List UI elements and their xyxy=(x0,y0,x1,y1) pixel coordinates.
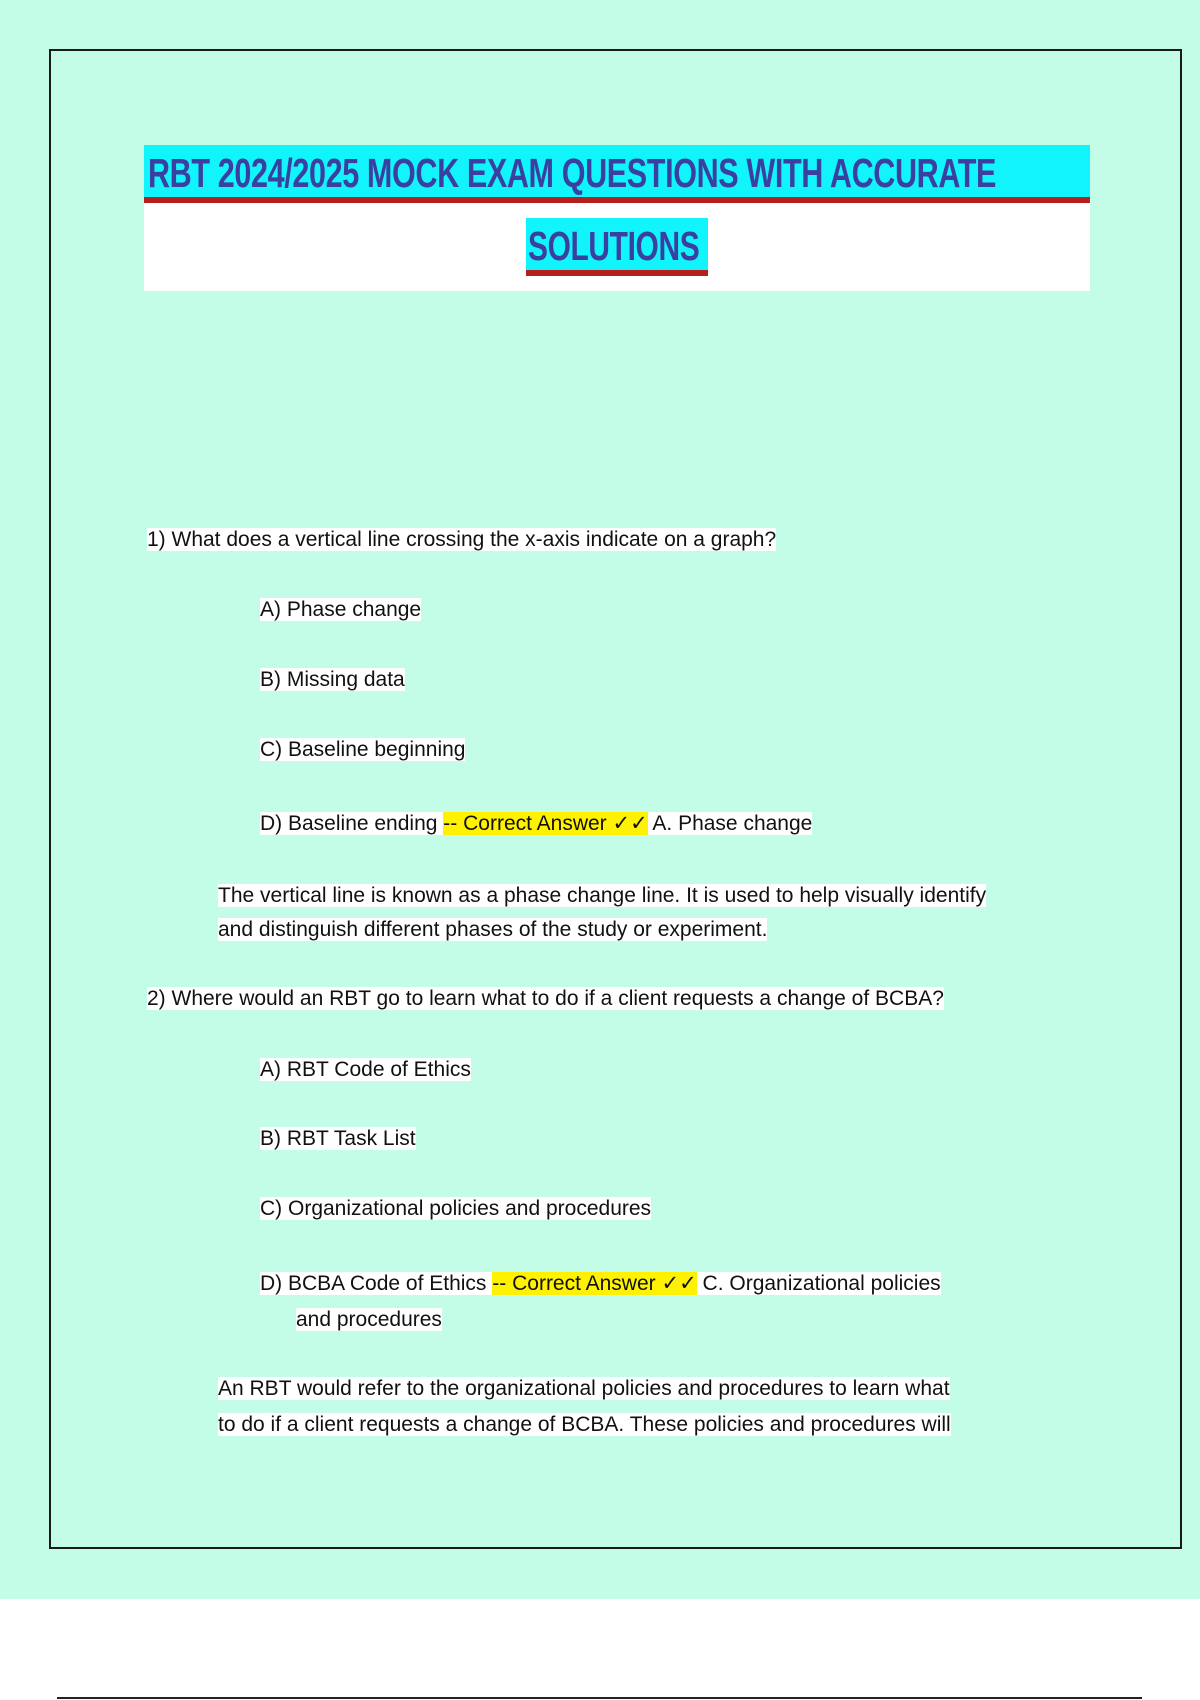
q1-option-c xyxy=(260,736,465,763)
q2-option-c xyxy=(260,1195,651,1222)
q2-explanation-line-2 xyxy=(218,1411,951,1438)
correct-answer-marker: -- Correct Answer ✓✓ xyxy=(443,812,648,835)
option-text: D) Baseline ending xyxy=(260,812,438,835)
q2-option-b xyxy=(260,1125,416,1152)
option-text: B) Missing data xyxy=(260,668,405,691)
question-2 xyxy=(147,985,944,1012)
explanation-text: The vertical line is known as a phase change line. It is used to help visually identify xyxy=(218,884,987,907)
correct-answer-cont: and procedures xyxy=(296,1308,442,1331)
option-text: C) Organizational policies and procedures xyxy=(260,1197,652,1220)
q1-option-d xyxy=(260,810,812,837)
correct-answer: C. Organizational policies xyxy=(702,1272,941,1295)
question-text: 1) What does a vertical line crossing the x-axis indicate on a graph? xyxy=(147,528,777,551)
explanation-text: An RBT would refer to the organizational policies and procedures to learn what xyxy=(218,1377,950,1400)
q1-option-a xyxy=(260,596,421,623)
title-line-1: RBT 2024/2025 MOCK EXAM QUESTIONS WITH ACCURATE xyxy=(148,150,997,196)
option-text: B) RBT Task List xyxy=(260,1127,416,1150)
correct-answer: A. Phase change xyxy=(652,812,813,835)
option-text: A) Phase change xyxy=(260,598,422,621)
title-row-2 xyxy=(526,218,708,276)
q2-option-a xyxy=(260,1056,471,1083)
question-1 xyxy=(147,526,776,553)
q2-option-d xyxy=(260,1270,941,1297)
q1-option-b xyxy=(260,666,405,693)
option-text: C) Baseline beginning xyxy=(260,738,466,761)
title-block xyxy=(144,145,1090,291)
explanation-text: to do if a client requests a change of BCBA. These policies and procedures will xyxy=(218,1413,951,1436)
q2-explanation-line-1 xyxy=(218,1375,950,1402)
page-bottom-rule xyxy=(57,1697,1142,1699)
explanation-text: and distinguish different phases of the study or experiment. xyxy=(218,918,768,941)
correct-answer-marker: -- Correct Answer ✓✓ xyxy=(492,1272,697,1295)
title-row-1 xyxy=(144,145,1090,203)
title-line-2: SOLUTIONS xyxy=(528,223,700,269)
option-text: A) RBT Code of Ethics xyxy=(260,1058,471,1081)
q1-explanation-line-1 xyxy=(218,882,986,909)
q1-explanation-line-2 xyxy=(218,916,767,943)
q2-answer-continued xyxy=(296,1306,442,1333)
question-text: 2) Where would an RBT go to learn what to do if a client requests a change of BCBA? xyxy=(147,987,944,1010)
option-text: D) BCBA Code of Ethics xyxy=(260,1272,487,1295)
